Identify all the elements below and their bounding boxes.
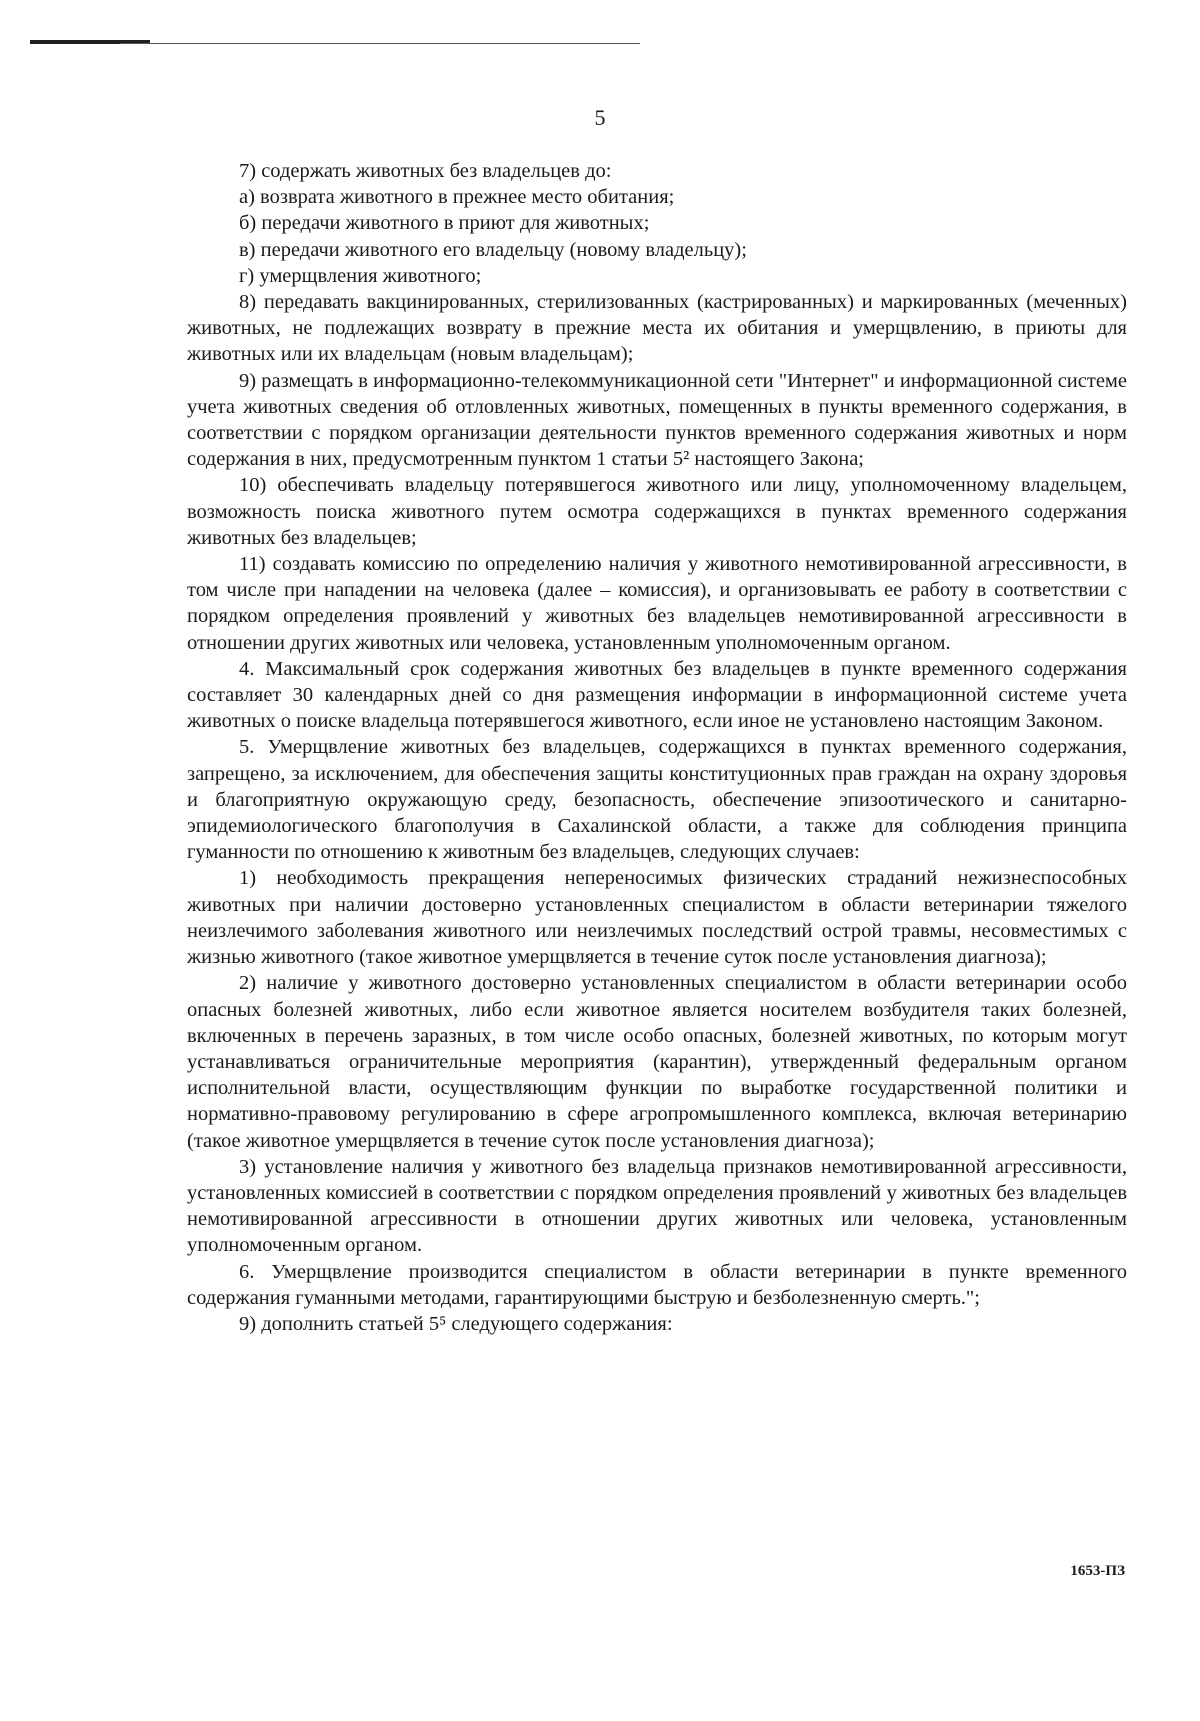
paragraph: 8) передавать вакцинированных, стерилизованных (кастрированных) и маркированных (меченных) животных, не подлежащих возврату в прежние места их обитания и умерщвлению, в приюты для животных или их владельцам (новым владельцам); xyxy=(187,291,1127,366)
paragraph: 5. Умерщвление животных без владельцев, содержащихся в пунктах временного содержания, запрещено, за исключением, для обеспечения защиты конституционных прав граждан на охрану здоровья и благоприятную окружающую среду, безопасность, обеспечение эпизоотического и санитарно-эпидемиологического благополучия в Сахалинской области, а также для соблюдения принципа гуманности по отношению к животным без владельцев, следующих случаев: xyxy=(187,736,1127,864)
paragraph: 2) наличие у животного достоверно установленных специалистом в области ветеринарии особо опасных болезней животных, либо если животное является носителем возбудителя таких болезней, включенных в перечень заразных, в том числе особо опасных, болезней животных, по которым могут устанавливаться ограничительные мероприятия (карантин), утвержденный федеральным органом исполнительной власти, осуществляющим функции по выработке государственной политики и нормативно-правовому регулированию в сфере агропромышленного комплекса, включая ветеринарию (такое животное умерщвляется в течение суток после установления диагноза); xyxy=(187,972,1127,1152)
scan-edge-line xyxy=(120,43,640,44)
document-body xyxy=(187,158,1127,1337)
paragraph: 4. Максимальный срок содержания животных без владельцев в пункте временного содержания составляет 30 календарных дней со дня размещения информации в информационной системе учета животных о поиске владельца потерявшегося животного, если иное не установлено настоящим Законом. xyxy=(187,657,1127,733)
paragraph: 1) необходимость прекращения непереносимых физических страданий нежизнеспособных животных при наличии достоверно установленных специалистом в области ветеринарии тяжелого неизлечимого заболевания животного или неизлечимых последствий острой травмы, несовместимых с жизнью животного (такое животное умерщвляется в течение суток после установления диагноза); xyxy=(187,867,1127,969)
page-number: 5 xyxy=(594,105,606,130)
paragraph: 10) обеспечивать владельцу потерявшегося животного или лицу, уполномоченному владельцем, возможность поиска животного путем осмотра содержащихся в пунктах временного содержания животных без владельцев; xyxy=(187,474,1127,549)
paragraph: 3) установление наличия у животного без владельца признаков немотивированной агрессивности, установленных комиссией в соответствии с порядком определения проявлений у животных без владельцев немотивированной агрессивности в отношении других животных или человека, установленным уполномоченным органом. xyxy=(187,1155,1127,1257)
paragraph: 6. Умерщвление производится специалистом в области ветеринарии в пункте временного содержания гуманными методами, гарантирующими быструю и безболезненную смерть."; xyxy=(187,1260,1127,1309)
paragraph: 7) содержать животных без владельцев до: xyxy=(239,160,612,182)
paragraph: 9) размещать в информационно-телекоммуникационной сети "Интернет" и информационной системе учета животных сведения об отловленных животных, помещенных в пункты временного содержания, в соответствии с порядком организации деятельности пунктов временного содержания животных и норм содержания в них, предусмотренным пунктом 1 статьи 5² настоящего Закона; xyxy=(187,369,1127,471)
paragraph: 11) создавать комиссию по определению наличия у животного немотивированной агрессивности, в том числе при нападении на человека (далее – комиссия), и организовывать ее работу в соответствии с порядком определения проявлений у животных без владельцев немотивированной агрессивности в отношении других животных или человека, установленным уполномоченным органом. xyxy=(187,553,1127,654)
paragraph: а) возврата животного в прежнее место обитания; xyxy=(239,186,675,209)
paragraph: г) умерщвления животного; xyxy=(239,264,482,287)
paragraph: в) передачи животного его владельцу (новому владельцу); xyxy=(239,238,747,261)
paragraph: 9) дополнить статьей 5⁵ следующего содержания: xyxy=(239,1312,673,1335)
paragraph: б) передачи животного в приют для животных; xyxy=(239,212,650,235)
document-code: 1653-ПЗ xyxy=(1070,1563,1125,1579)
